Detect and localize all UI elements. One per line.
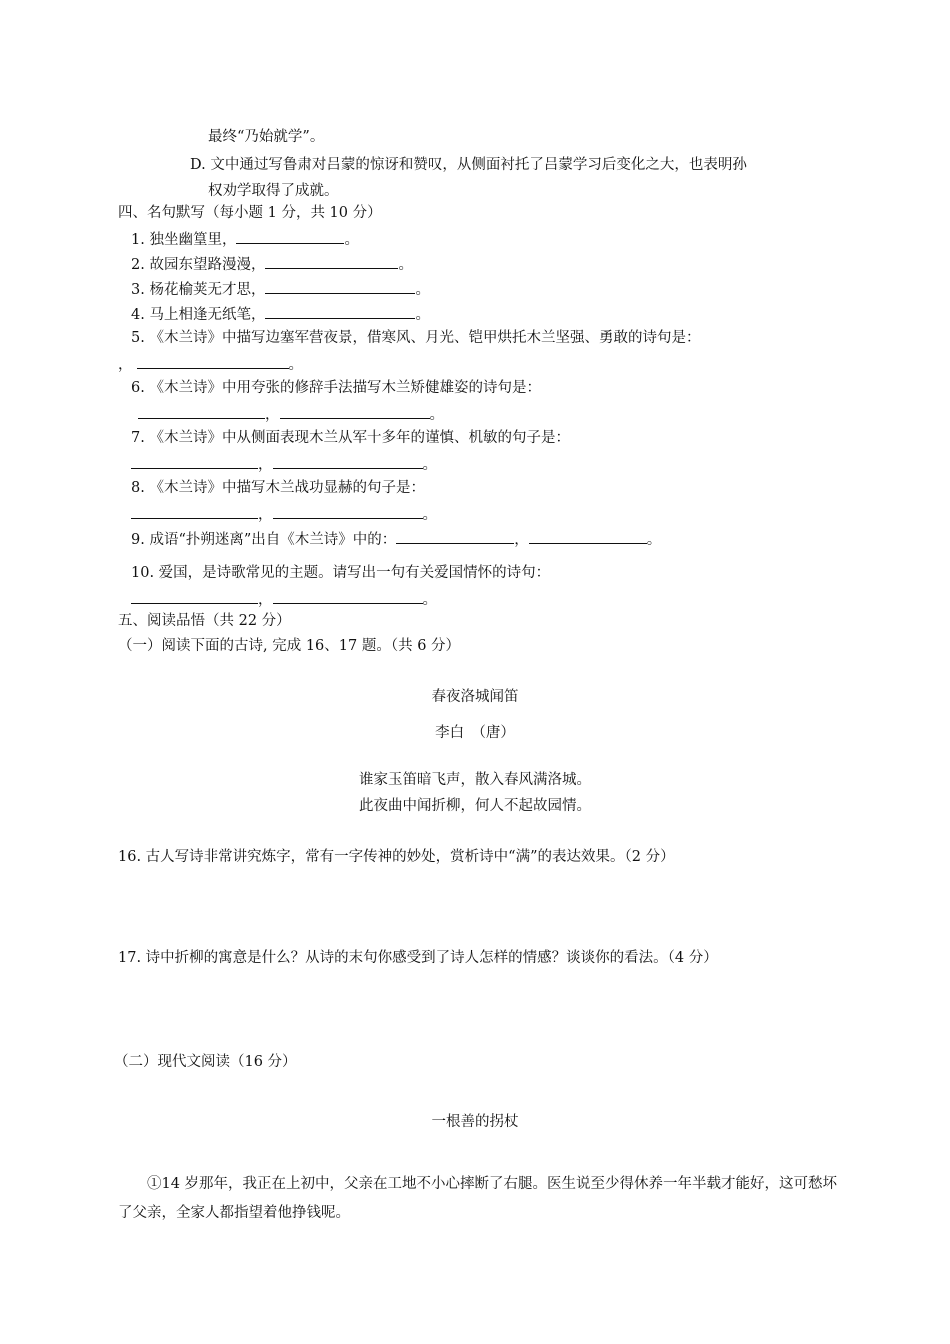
- poem-title: 春夜洛城闻笛: [431, 689, 519, 705]
- q3-text: 3. 杨花榆荚无才思，: [131, 282, 266, 298]
- answer-blank[interactable]: [273, 453, 423, 469]
- q17: 17. 诗中折柳的寓意是什么？从诗的末句你感受到了诗人怎样的情感？谈谈你的看法。（4 分）: [118, 950, 718, 966]
- option-d-line1: D. 文中通过写鲁肃对吕蒙的惊讶和赞叹，从侧面衬托了吕蒙学习后变化之大，也表明孙: [190, 157, 747, 173]
- q1-text: 1. 独坐幽篁里，: [131, 232, 237, 248]
- answer-blank[interactable]: [265, 278, 415, 294]
- answer-blank[interactable]: [265, 253, 398, 269]
- period: 。: [398, 257, 413, 273]
- period: 。: [429, 407, 444, 423]
- answer-blank[interactable]: [273, 588, 423, 604]
- option-c-end: 最终“乃始就学”。: [208, 129, 325, 145]
- comma: ，: [514, 532, 529, 548]
- q1: [131, 228, 359, 250]
- period: 。: [646, 532, 662, 548]
- article-title: 一根善的拐杖: [431, 1114, 519, 1130]
- period: 。: [415, 282, 430, 298]
- answer-blank[interactable]: [236, 228, 344, 244]
- comma: ，: [258, 592, 273, 608]
- comma: ，: [118, 357, 133, 373]
- q8-answer-line: [131, 503, 437, 525]
- q2: [131, 253, 413, 275]
- answer-blank[interactable]: [138, 403, 265, 419]
- answer-blank[interactable]: [396, 528, 514, 544]
- answer-blank[interactable]: [280, 403, 430, 419]
- q7: 7. 《木兰诗》中从侧面表现木兰从军十多年的谨慎、机敏的句子是：: [131, 430, 570, 446]
- poem-line-2: 此夜曲中闻折柳，何人不起故园情。: [359, 798, 591, 814]
- q3: [131, 278, 430, 300]
- answer-blank[interactable]: [529, 528, 647, 544]
- q4-text: 4. 马上相逢无纸笔，: [131, 307, 266, 323]
- section5-title: 五、阅读品悟（共 22 分）: [118, 613, 291, 629]
- article-paragraph-1: ①14 岁那年，我正在上初中，父亲在工地不小心摔断了右腿。医生说至少得休养一年半载才能好，这可愁坏了父亲，全家人都指望着他挣钱呢。: [118, 1176, 838, 1221]
- q7-answer-line: [131, 453, 437, 475]
- part1-heading: （一）阅读下面的古诗, 完成 16、17 题。（共 6 分）: [118, 638, 461, 654]
- q8: 8. 《木兰诗》中描写木兰战功显赫的句子是：: [131, 480, 425, 496]
- q9-text: 9. 成语“扑朔迷离”出自《木兰诗》中的：: [131, 532, 397, 548]
- poem-author: 李白 （唐）: [435, 725, 515, 741]
- period: 。: [422, 457, 437, 473]
- q5-answer-line: [118, 353, 303, 375]
- answer-blank[interactable]: [131, 503, 258, 519]
- comma: ，: [265, 407, 280, 423]
- comma: ，: [258, 457, 273, 473]
- q10: 10. 爱国，是诗歌常见的主题。请写出一句有关爱国情怀的诗句：: [131, 565, 551, 581]
- answer-blank[interactable]: [273, 503, 423, 519]
- poem-line-1: 谁家玉笛暗飞声，散入春风满洛城。: [359, 772, 591, 788]
- section4-title: 四、名句默写（每小题 1 分，共 10 分）: [118, 205, 382, 221]
- q6-answer-line: [138, 403, 444, 425]
- period: 。: [422, 507, 437, 523]
- period: 。: [344, 232, 359, 248]
- answer-blank[interactable]: [265, 303, 415, 319]
- q2-text: 2. 故园东望路漫漫，: [131, 257, 266, 273]
- q16: 16. 古人写诗非常讲究炼字，常有一字传神的妙处，赏析诗中“满”的表达效果。（2 分）: [118, 849, 675, 865]
- period: 。: [422, 592, 437, 608]
- option-d-line2: 权劝学取得了成就。: [208, 183, 339, 199]
- q5: 5. 《木兰诗》中描写边塞军营夜景，借寒风、月光、铠甲烘托木兰坚强、勇敢的诗句是：: [131, 330, 701, 346]
- q10-answer-line: [131, 588, 437, 610]
- period: 。: [288, 357, 303, 373]
- q9: [131, 528, 661, 550]
- q6: 6. 《木兰诗》中用夸张的修辞手法描写木兰矫健雄姿的诗句是：: [131, 380, 541, 396]
- answer-blank[interactable]: [131, 588, 258, 604]
- q4: [131, 303, 430, 325]
- answer-blank[interactable]: [131, 453, 258, 469]
- comma: ，: [258, 507, 273, 523]
- period: 。: [415, 307, 430, 323]
- answer-blank[interactable]: [137, 353, 289, 369]
- part2-heading: （二）现代文阅读（16 分）: [114, 1054, 297, 1070]
